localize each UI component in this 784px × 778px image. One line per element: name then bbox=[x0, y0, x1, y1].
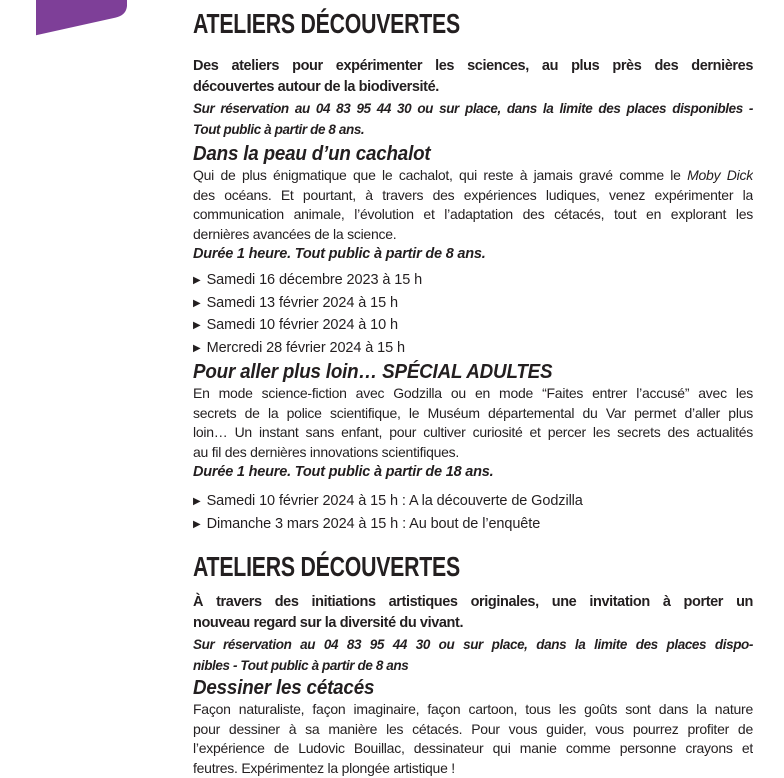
workshop-title-cachalot: Dans la peau d’un cachalot bbox=[193, 142, 719, 166]
text-run: secrets de la police scientifique, le Muséum départemental du Var permet d’aller plus bbox=[193, 405, 753, 421]
text-run: Qui de plus énigmatique que le cachalot, qui reste à jamais gravé comme le bbox=[193, 167, 687, 183]
text-line bbox=[193, 384, 753, 404]
date-text: Dimanche 3 mars 2024 à 15 h : Au bout de l’enquête bbox=[207, 514, 541, 535]
text-line bbox=[193, 613, 753, 634]
text-line bbox=[193, 205, 753, 225]
text-line bbox=[193, 739, 753, 759]
text-run: loin… Un instant sans enfant, pour cultiver curiosité et percer les secrets des actualités bbox=[193, 424, 753, 440]
date-text: Samedi 16 décembre 2023 à 15 h bbox=[207, 270, 422, 291]
workshop-special-adultes-description bbox=[193, 384, 753, 462]
workshop-cachalot-description bbox=[193, 166, 753, 244]
section1-intro bbox=[193, 56, 753, 98]
text-run: feutres. Expérimentez la plongée artistique ! bbox=[193, 760, 455, 776]
text-run: au fil des dernières innovations scientifiques. bbox=[193, 444, 459, 460]
text-line bbox=[193, 720, 753, 740]
section2-title: ATELIERS DÉCOUVERTES bbox=[193, 552, 619, 582]
triangle-bullet-icon: ▶ bbox=[193, 316, 201, 337]
date-item bbox=[193, 491, 753, 514]
purple-corner-tab bbox=[0, 0, 130, 40]
text-line bbox=[193, 186, 753, 206]
text-run: Sur réservation au 04 83 95 44 30 ou sur place, dans la limite des places disponibles - bbox=[193, 101, 753, 116]
text-line bbox=[193, 759, 753, 778]
text-line bbox=[193, 423, 753, 443]
date-text: Mercredi 28 février 2024 à 15 h bbox=[207, 338, 405, 359]
text-line bbox=[193, 700, 753, 720]
italic-text-run: Moby Dick bbox=[687, 167, 753, 183]
triangle-bullet-icon: ▶ bbox=[193, 294, 201, 315]
section1-title: ATELIERS DÉCOUVERTES bbox=[193, 9, 619, 39]
text-line bbox=[193, 166, 753, 186]
text-run: Des ateliers pour expérimenter les sciences, au plus près des dernières bbox=[193, 58, 753, 74]
workshop-special-adultes-duration: Durée 1 heure. Tout public à partir de 18 ans. bbox=[193, 462, 753, 482]
text-run: dernières avancées de la science. bbox=[193, 226, 396, 242]
text-line bbox=[193, 119, 753, 140]
triangle-bullet-icon: ▶ bbox=[193, 339, 201, 360]
text-run: En mode science-fiction avec Godzilla ou en mode “Faites entrer l’accusé” avec les bbox=[193, 385, 753, 401]
triangle-bullet-icon: ▶ bbox=[193, 271, 201, 292]
text-line bbox=[193, 56, 753, 77]
text-run: pour dessiner à sa manière les cétacés. Pour vous guider, vous pourrez profiter de bbox=[193, 721, 753, 737]
workshop-title-special-adultes: Pour aller plus loin… SPÉCIAL ADULTES bbox=[193, 360, 719, 384]
date-text: Samedi 13 février 2024 à 15 h bbox=[207, 293, 398, 314]
text-run: nibles - Tout public à partir de 8 ans bbox=[193, 658, 408, 673]
purple-corner-shape bbox=[36, 0, 127, 35]
text-run: des océans. Et pourtant, à travers des expériences ludiques, venez expérimenter la bbox=[193, 187, 753, 203]
date-item bbox=[193, 315, 753, 338]
date-text: Samedi 10 février 2024 à 15 h : A la découverte de Godzilla bbox=[207, 491, 583, 512]
text-run: découvertes autour de la biodiversité. bbox=[193, 79, 439, 95]
triangle-bullet-icon: ▶ bbox=[193, 492, 201, 513]
date-text: Samedi 10 février 2024 à 10 h bbox=[207, 315, 398, 336]
date-item bbox=[193, 338, 753, 361]
text-line bbox=[193, 592, 753, 613]
text-run: communication animale, l’évolution et l’adaptation des cétacés, tout en explorant les bbox=[193, 206, 753, 222]
triangle-bullet-icon: ▶ bbox=[193, 515, 201, 536]
workshop-cachalot-duration: Durée 1 heure. Tout public à partir de 8 ans. bbox=[193, 244, 753, 264]
text-run: Tout public à partir de 8 ans. bbox=[193, 122, 364, 137]
section2-intro bbox=[193, 592, 753, 634]
workshop-title-dessiner-cetaces: Dessiner les cétacés bbox=[193, 676, 719, 700]
text-line bbox=[193, 77, 753, 98]
workshop-dessiner-description bbox=[193, 700, 753, 778]
workshop-cachalot-dates bbox=[193, 270, 753, 360]
text-run: l’expérience de Ludovic Bouillac, dessinateur qui manie comme personne crayons et bbox=[193, 740, 753, 756]
text-line bbox=[193, 225, 753, 245]
text-run: Façon naturaliste, façon imaginaire, façon cartoon, tous les goûts sont dans la nature bbox=[193, 701, 753, 717]
text-run: Sur réservation au 04 83 95 44 30 ou sur place, dans la limite des places dispo- bbox=[193, 637, 753, 652]
date-item bbox=[193, 293, 753, 316]
text-run: nouveau regard sur la diversité du vivant. bbox=[193, 615, 463, 631]
text-line bbox=[193, 634, 753, 655]
section1-reservation-note bbox=[193, 98, 753, 140]
workshop-special-adultes-dates bbox=[193, 491, 753, 536]
text-line bbox=[193, 98, 753, 119]
text-line bbox=[193, 404, 753, 424]
section2-reservation-note bbox=[193, 634, 753, 676]
date-item bbox=[193, 270, 753, 293]
content-column bbox=[193, 0, 753, 778]
date-item bbox=[193, 514, 753, 537]
text-line bbox=[193, 655, 753, 676]
text-run: À travers des initiations artistiques originales, une invitation à porter un bbox=[193, 594, 753, 610]
text-line bbox=[193, 443, 753, 463]
